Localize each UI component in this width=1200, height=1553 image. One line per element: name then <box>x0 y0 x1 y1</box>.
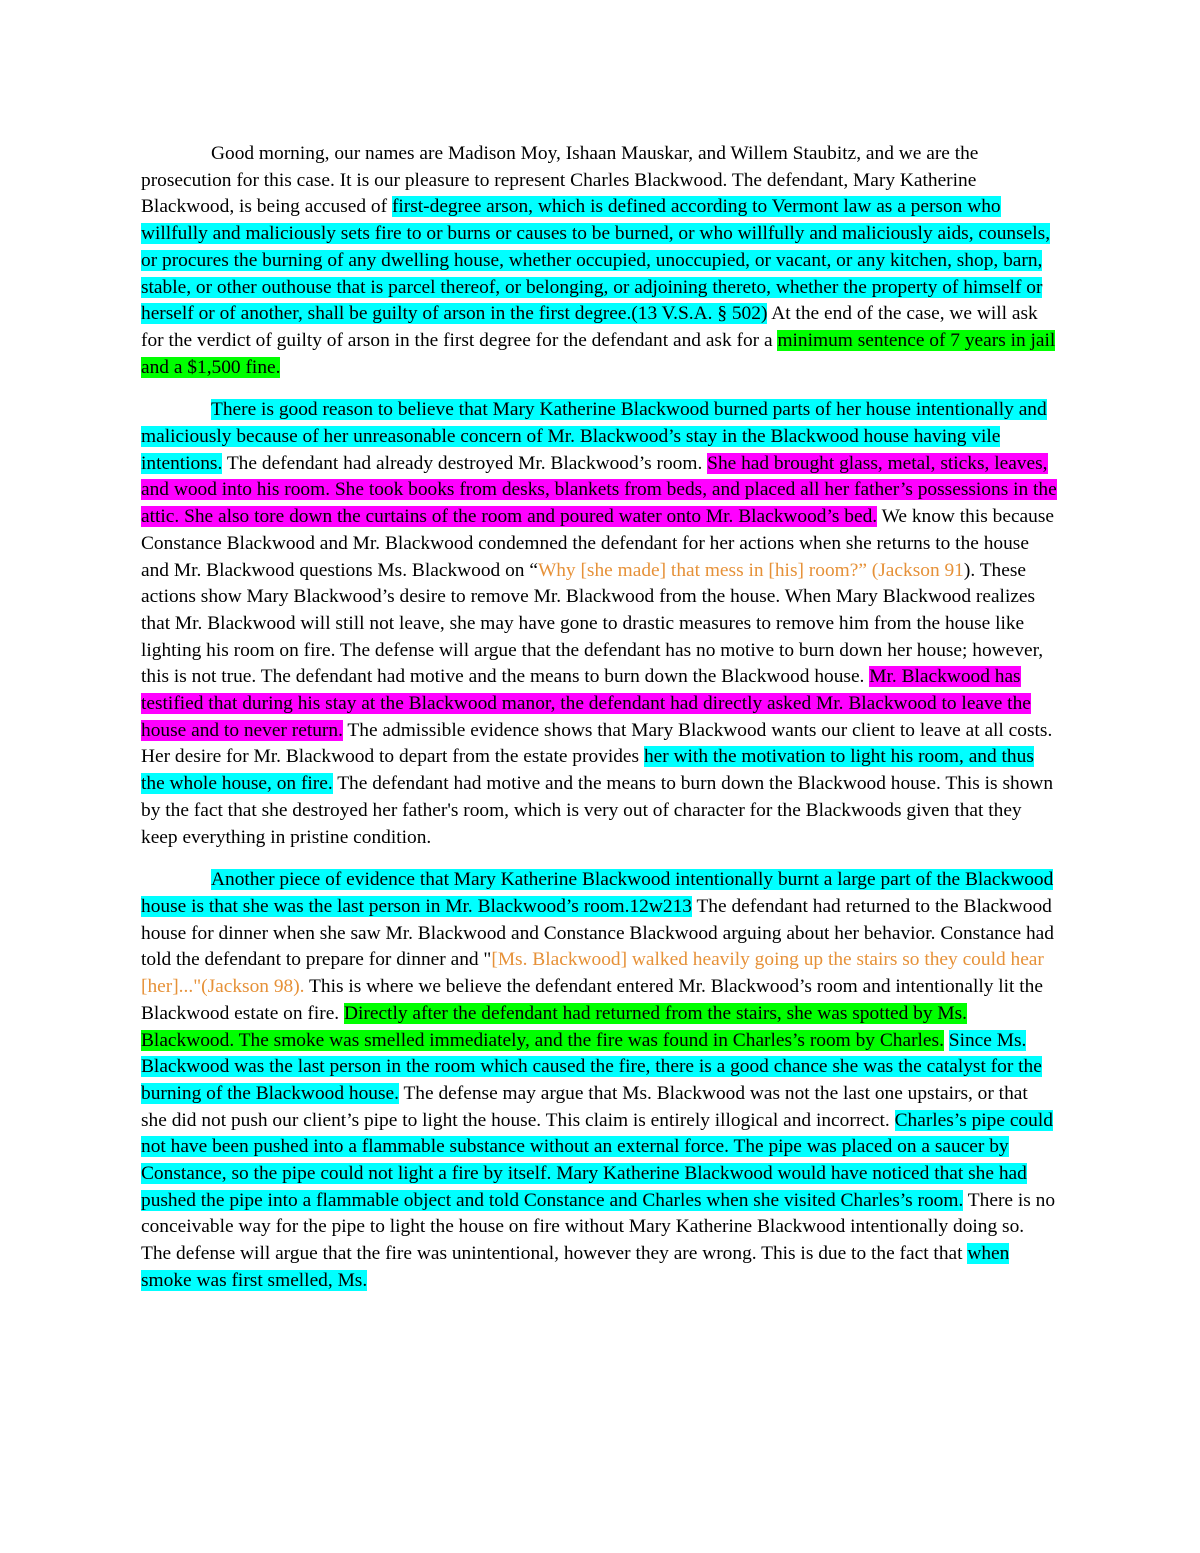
paragraph-1 <box>141 141 1057 381</box>
green-highlight: Directly after the defendant had returned from the stairs, she was spotted by Ms. Blackwood. The smoke was smelled immediately, and the fire was found in Charles’s room by Charles. <box>141 1002 967 1051</box>
cyan-highlight: Another piece of evidence that Mary Katherine Blackwood intentionally burnt a large part of the Blackwood house is that she was the last person in Mr. Blackwood’s room.12w213 <box>141 869 1054 917</box>
cyan-highlight: when smoke was first smelled, Ms. <box>141 1243 1010 1291</box>
body-text: Good morning, our names are Madison Moy, Ishaan Mauskar, and Willem Staubitz, and we are the prosecution for this case. It is our pleasure to represent Charles Blackwood. The defendant, Mary Katherine Blackwood, is being accused of <box>141 143 979 218</box>
body-text: This is where we believe the defendant entered Mr. Blackwood’s room and intentionally lit the Blackwood estate on fire. <box>141 976 1043 1024</box>
cyan-highlight: Since Ms. Blackwood was the last person in the room which caused the fire, there is a good chance she was the catalyst for the burning of the Blackwood house. <box>141 1029 1042 1104</box>
body-text: The defense may argue that Ms. Blackwood was not the last one upstairs, or that she did not push our client’s pipe to light the house. This claim is entirely illogical and incorrect. <box>141 1082 1028 1131</box>
quotation: Why [she made] that mess in [his] room?” (Jackson 91 <box>537 559 964 581</box>
body-text: At the end of the case, we will ask for the verdict of guilty of arson in the first degree for the defendant and ask for a <box>141 303 1038 351</box>
green-highlight: minimum sentence of 7 years in jail and a $1,500 fine. <box>141 329 1056 378</box>
magenta-highlight: She had brought glass, metal, sticks, leaves, and wood into his room. She took books from desks, blankets from beds, and placed all her father’s possessions in the attic. She also tore down the curtains of the room and poured water onto Mr. Blackwood’s bed. <box>141 452 1057 528</box>
magenta-highlight: Mr. Blackwood has testified that during his stay at the Blackwood manor, the defendant had directly asked Mr. Blackwood to leave the house and to never return. <box>141 666 1031 741</box>
body-text: There is no conceivable way for the pipe to light the house on fire without Mary Katherine Blackwood intentionally doing so. The defense will argue that the fire was unintentional, however they are wrong. This is due to the fact that <box>141 1189 1056 1265</box>
paragraph-3 <box>141 867 1057 1294</box>
body-text: The admissible evidence shows that Mary Blackwood wants our client to leave at all costs. Her desire for Mr. Blackwood to depart from the estate provides <box>141 719 1053 768</box>
cyan-highlight: There is good reason to believe that Mary Katherine Blackwood burned parts of her house intentionally and maliciously because of her unreasonable concern of Mr. Blackwood’s stay in the Blackwood house having vile intentions. <box>141 399 1047 474</box>
document-body <box>141 141 1057 1311</box>
body-text: The defendant had returned to the Blackwood house for dinner when she saw Mr. Blackwood and Constance Blackwood arguing about her behavior. Constance had told the defendant to prepare for dinner and " <box>141 895 1054 971</box>
body-text: ). These actions show Mary Blackwood’s desire to remove Mr. Blackwood from the house. When Mary Blackwood realizes that Mr. Blackwood will still not leave, she may have gone to drastic measures to remove him from the house like lighting his room on fire. The defense will argue that the defendant has no motive to burn down her house; however, this is not true. The defendant had motive and the means to burn down the Blackwood house. <box>141 559 1044 688</box>
body-text: We know this because Constance Blackwood and Mr. Blackwood condemned the defendant for her actions when she returns to the house and Mr. Blackwood questions Ms. Blackwood on “ <box>141 506 1055 581</box>
body-text: The defendant had already destroyed Mr. Blackwood’s room. <box>222 452 708 474</box>
cyan-highlight: first-degree arson, which is defined according to Vermont law as a person who willfully and maliciously sets fire to or burns or causes to be burned, or who willfully and maliciously aids, counsels, or procures the burning of any dwelling house, whether occupied, unoccupied, or vacant, or any kitchen, shop, barn, stable, or other outhouse that is parcel thereof, or belonging, or adjoining thereto, whether the property of himself or herself or of another, shall be guilty of arson in the first degree.(13 V.S.A. § 502) <box>141 196 1051 325</box>
cyan-highlight: Charles’s pipe could not have been pushed into a flammable substance without an external force. The pipe was placed on a saucer by Constance, so the pipe could not light a fire by itself. Mary Katherine Blackwood would have noticed that she had pushed the pipe into a flammable object and told Constance and Charles when she visited Charles’s room. <box>141 1109 1053 1211</box>
paragraph-2 <box>141 397 1057 851</box>
body-text: The defendant had motive and the means to burn down the Blackwood house. This is shown by the fact that she destroyed her father's room, which is very out of character for the Blackwoods given that they keep everything in pristine condition. <box>141 773 1054 848</box>
cyan-highlight: her with the motivation to light his room, and thus the whole house, on fire. <box>141 746 1034 795</box>
quotation: [Ms. Blackwood] walked heavily going up the stairs so they could hear [her]..."(Jackson 98). <box>141 949 1044 998</box>
